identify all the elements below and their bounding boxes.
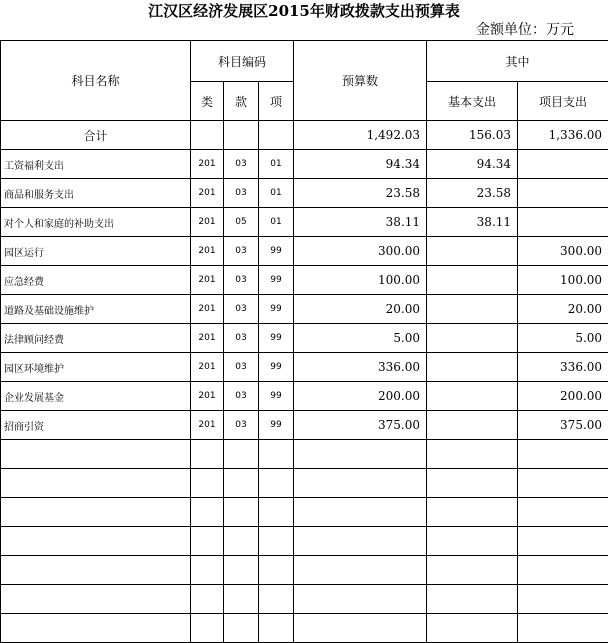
total-lei: [191, 121, 224, 150]
row-project: [518, 150, 608, 179]
empty-cell: [224, 585, 259, 614]
row-basic: [427, 324, 518, 353]
row-name: 工资福利支出: [1, 150, 191, 179]
table-row: [1, 382, 608, 411]
row-budget: 23.58: [294, 179, 427, 208]
total-xiang: [259, 121, 294, 150]
row-xiang: 99: [259, 353, 294, 382]
row-project: 200.00: [518, 382, 608, 411]
budget-table: [0, 40, 608, 643]
row-budget: 200.00: [294, 382, 427, 411]
empty-cell: [427, 614, 518, 643]
empty-row: [1, 585, 608, 614]
row-basic: [427, 266, 518, 295]
empty-cell: [294, 585, 427, 614]
row-name: 商品和服务支出: [1, 179, 191, 208]
empty-cell: [294, 527, 427, 556]
empty-cell: [518, 556, 608, 585]
header-lei: 类: [191, 82, 224, 121]
empty-cell: [259, 469, 294, 498]
row-xiang: 99: [259, 295, 294, 324]
empty-cell: [191, 614, 224, 643]
empty-row: [1, 614, 608, 643]
empty-cell: [294, 614, 427, 643]
row-name: 应急经费: [1, 266, 191, 295]
empty-cell: [259, 498, 294, 527]
table-row: [1, 353, 608, 382]
empty-cell: [259, 556, 294, 585]
empty-cell: [224, 498, 259, 527]
table-row: [1, 411, 608, 440]
row-project: 100.00: [518, 266, 608, 295]
empty-cell: [1, 469, 191, 498]
row-lei: 201: [191, 266, 224, 295]
total-basic: 156.03: [427, 121, 518, 150]
empty-cell: [1, 556, 191, 585]
total-kuan: [224, 121, 259, 150]
empty-cell: [427, 556, 518, 585]
row-project: 20.00: [518, 295, 608, 324]
row-budget: 100.00: [294, 266, 427, 295]
row-name: 道路及基础设施维护: [1, 295, 191, 324]
empty-cell: [259, 527, 294, 556]
row-kuan: 03: [224, 295, 259, 324]
empty-cell: [191, 556, 224, 585]
empty-cell: [518, 614, 608, 643]
unit-label: 金额单位：万元: [476, 21, 574, 39]
row-kuan: 03: [224, 411, 259, 440]
table-row: [1, 179, 608, 208]
empty-cell: [259, 585, 294, 614]
row-budget: 375.00: [294, 411, 427, 440]
row-kuan: 03: [224, 150, 259, 179]
header-xiang: 项: [259, 82, 294, 121]
empty-cell: [294, 469, 427, 498]
header-name: 科目名称: [1, 41, 191, 121]
empty-cell: [224, 556, 259, 585]
row-budget: 5.00: [294, 324, 427, 353]
row-lei: 201: [191, 208, 224, 237]
row-kuan: 03: [224, 266, 259, 295]
empty-cell: [518, 498, 608, 527]
empty-cell: [191, 469, 224, 498]
row-kuan: 03: [224, 382, 259, 411]
row-project: 5.00: [518, 324, 608, 353]
row-xiang: 01: [259, 150, 294, 179]
header-project: 项目支出: [518, 82, 608, 121]
row-lei: 201: [191, 382, 224, 411]
empty-cell: [518, 527, 608, 556]
row-name: 园区运行: [1, 237, 191, 266]
row-xiang: 99: [259, 382, 294, 411]
empty-cell: [191, 527, 224, 556]
row-xiang: 01: [259, 179, 294, 208]
empty-cell: [1, 498, 191, 527]
empty-cell: [259, 440, 294, 469]
table-row: [1, 324, 608, 353]
row-basic: 94.34: [427, 150, 518, 179]
empty-cell: [427, 440, 518, 469]
empty-cell: [518, 440, 608, 469]
empty-cell: [294, 440, 427, 469]
empty-cell: [224, 614, 259, 643]
row-basic: [427, 382, 518, 411]
row-xiang: 99: [259, 266, 294, 295]
empty-cell: [191, 498, 224, 527]
row-name: 招商引资: [1, 411, 191, 440]
row-lei: 201: [191, 237, 224, 266]
empty-cell: [224, 527, 259, 556]
empty-cell: [191, 440, 224, 469]
row-project: 375.00: [518, 411, 608, 440]
empty-cell: [191, 585, 224, 614]
row-lei: 201: [191, 353, 224, 382]
row-basic: [427, 237, 518, 266]
row-budget: 94.34: [294, 150, 427, 179]
header-budget: 预算数: [294, 41, 427, 121]
row-project: [518, 208, 608, 237]
empty-cell: [1, 585, 191, 614]
row-budget: 20.00: [294, 295, 427, 324]
row-xiang: 99: [259, 324, 294, 353]
row-project: 300.00: [518, 237, 608, 266]
row-xiang: 99: [259, 237, 294, 266]
row-xiang: 01: [259, 208, 294, 237]
table-row: [1, 295, 608, 324]
empty-cell: [427, 469, 518, 498]
empty-cell: [259, 614, 294, 643]
row-basic: [427, 295, 518, 324]
empty-cell: [427, 585, 518, 614]
empty-row: [1, 440, 608, 469]
row-project: [518, 179, 608, 208]
empty-cell: [427, 498, 518, 527]
row-basic: [427, 353, 518, 382]
row-lei: 201: [191, 411, 224, 440]
empty-cell: [518, 469, 608, 498]
total-budget: 1,492.03: [294, 121, 427, 150]
header-kuan: 款: [224, 82, 259, 121]
header-qizhong: 其中: [427, 41, 608, 82]
row-budget: 336.00: [294, 353, 427, 382]
row-name: 对个人和家庭的补助支出: [1, 208, 191, 237]
empty-cell: [294, 498, 427, 527]
empty-cell: [1, 440, 191, 469]
row-kuan: 05: [224, 208, 259, 237]
row-kuan: 03: [224, 179, 259, 208]
row-kuan: 03: [224, 353, 259, 382]
total-row: [1, 121, 608, 150]
empty-cell: [294, 556, 427, 585]
row-name: 企业发展基金: [1, 382, 191, 411]
empty-cell: [224, 440, 259, 469]
empty-cell: [224, 469, 259, 498]
header-code: 科目编码: [191, 41, 294, 82]
empty-row: [1, 556, 608, 585]
row-name: 园区环境维护: [1, 353, 191, 382]
row-name: 法律顾问经费: [1, 324, 191, 353]
row-lei: 201: [191, 324, 224, 353]
empty-row: [1, 498, 608, 527]
total-label: 合计: [1, 121, 191, 150]
row-lei: 201: [191, 179, 224, 208]
empty-row: [1, 527, 608, 556]
header-basic: 基本支出: [427, 82, 518, 121]
table-row: [1, 150, 608, 179]
row-lei: 201: [191, 295, 224, 324]
empty-cell: [518, 585, 608, 614]
row-basic: 38.11: [427, 208, 518, 237]
table-row: [1, 237, 608, 266]
row-budget: 300.00: [294, 237, 427, 266]
total-project: 1,336.00: [518, 121, 608, 150]
row-project: 336.00: [518, 353, 608, 382]
row-basic: 23.58: [427, 179, 518, 208]
row-basic: [427, 411, 518, 440]
row-kuan: 03: [224, 237, 259, 266]
page-title: 江汉区经济发展区2015年财政拨款支出预算表: [0, 0, 608, 22]
empty-cell: [427, 527, 518, 556]
row-kuan: 03: [224, 324, 259, 353]
table-row: [1, 266, 608, 295]
empty-row: [1, 469, 608, 498]
empty-cell: [1, 527, 191, 556]
empty-cell: [1, 614, 191, 643]
row-xiang: 99: [259, 411, 294, 440]
row-lei: 201: [191, 150, 224, 179]
table-row: [1, 208, 608, 237]
row-budget: 38.11: [294, 208, 427, 237]
